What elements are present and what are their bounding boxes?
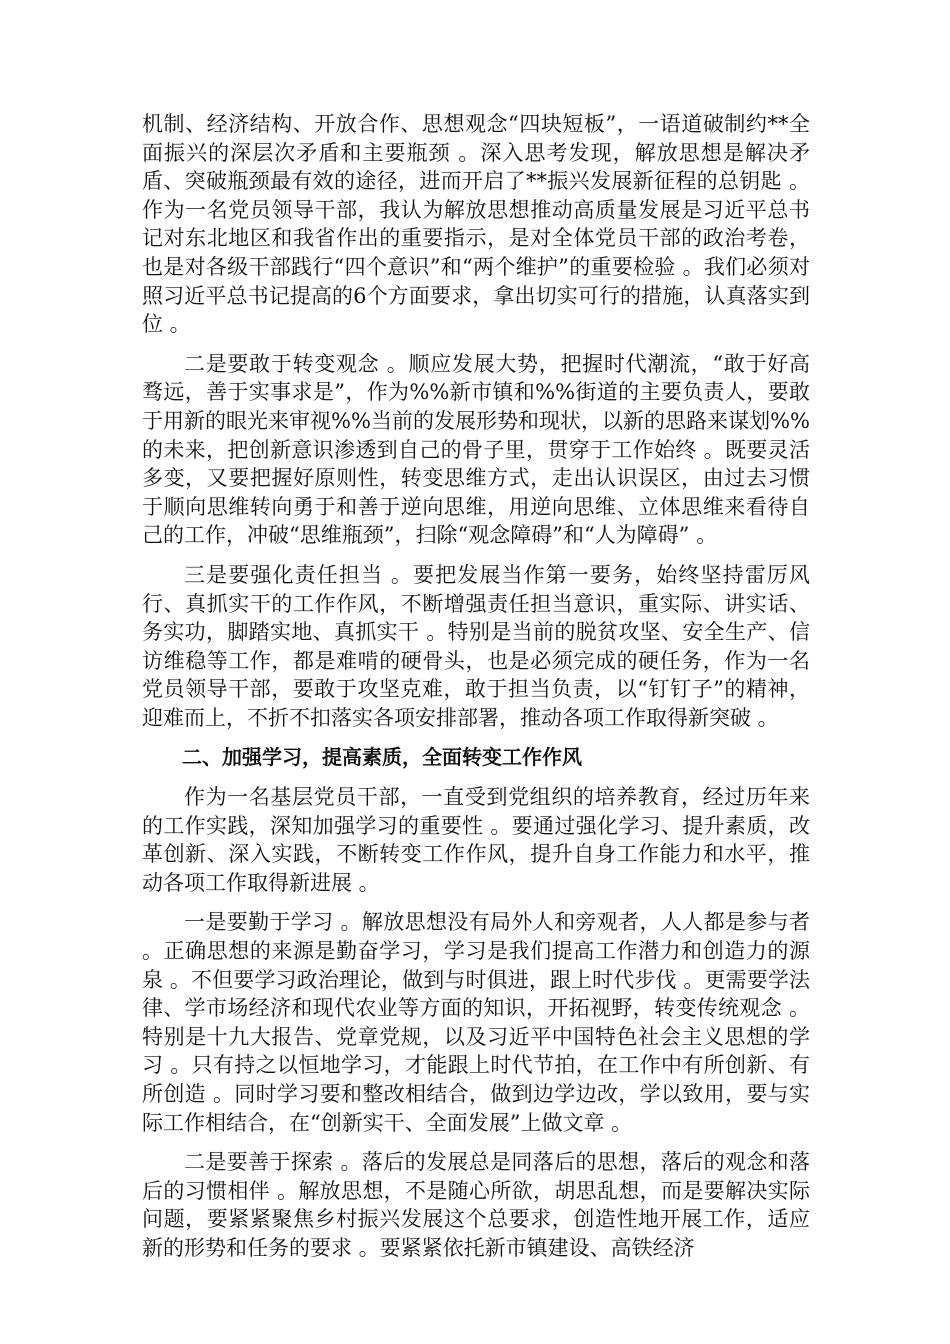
paragraph-change-concepts: 二是要敢于转变观念 。顺应发展大势，把握时代潮流，“敢于好高骛远，善于实事求是”，作为%%新市镇和%%街道的主要负责人，要敢于用新的眼光来审视%%当前的发展形势和现状，以新的思路来谋划%%的未来，把创新意识渗透到自己的骨子里，贯穿于工作始终 。既要灵活多变，又要把握好原则性，转变思维方式，走出认识误区，由过去习惯于顺向思维转向勇于和善于逆向思维，用逆向思维、立体思维来看待自己的工作，冲破“思维瓶颈”，扫除“观念障碍”和“人为障碍” 。 xyxy=(142,351,810,548)
paragraph-diligent-study: 一是要勤于学习 。解放思想没有局外人和旁观者，人人都是参与者 。正确思想的来源是勤奋学习，学习是我们提高工作潜力和创造力的源泉 。不但要学习政治理论，做到与时俱进，跟上时代步伐 。更需要学法律、学市场经济和现代农业等方面的知识，开拓视野，转变传统观念 。特别是十九大报告、党章党规，以及习近平中国特色社会主义思想的学习 。只有持之以恒地学习，才能跟上时代节拍，在工作中有所创新、有所创造 。同时学习要和整改相结合，做到边学边改，学以致用，要与实际工作相结合，在“创新实干、全面发展”上做文章 。 xyxy=(142,910,810,1135)
paragraph-intro: 机制、经济结构、开放合作、思想观念“四块短板”，一语道破制约**全面振兴的深层次矛盾和主要瓶颈 。深入思考发现，解放思想是解决矛盾、突破瓶颈最有效的途径，进而开启了**振兴发展新征程的总钥匙 。作为一名党员领导干部，我认为解放思想推动高质量发展是习近平总书记对东北地区和我省作出的重要指示，是对全体党员干部的政治考卷，也是对各级干部践行“四个意识”和“两个维护”的重要检验 。我们必须对照习近平总书记提高的6个方面要求，拿出切实可行的措施，认真落实到位 。 xyxy=(142,112,810,337)
section-heading: 二、加强学习，提高素质，全面转变工作作风 xyxy=(182,745,582,770)
paragraph-responsibility: 三是要强化责任担当 。要把发展当作第一要务，始终坚持雷厉风行、真抓实干的工作作风，不断增强责任担当意识，重实际、讲实话、务实功，脚踏实地、真抓实干 。特别是当前的脱贫攻坚、安全生产、信访维稳等工作，都是难啃的硬骨头，也是必须完成的硬任务，作为一名党员领导干部，要敢于攻坚克难，敢于担当负责，以“钉钉子”的精神，迎难而上，不折不扣落实各项安排部署，推动各项工作取得新突破 。 xyxy=(142,562,810,730)
paragraph-exploration: 二是要善于探索 。落后的发展总是同落后的思想，落后的观念和落后的习惯相伴 。解放思想，不是随心所欲，胡思乱想，而是要解决实际问题，要紧紧聚焦乡村振兴发展这个总要求，创造性地开展工作，适应新的形势和任务的要求 。要紧紧依托新市镇建设、高铁经济 xyxy=(142,1150,810,1260)
document-body xyxy=(142,110,810,1274)
paragraph-learning-intro: 作为一名基层党员干部，一直受到党组织的培养教育，经过历年来的工作实践，深知加强学习的重要性 。要通过强化学习、提升素质，改革创新、深入实践，不断转变工作作风，提升自身工作能力和水平，推动各项工作取得新进展 。 xyxy=(142,785,810,895)
